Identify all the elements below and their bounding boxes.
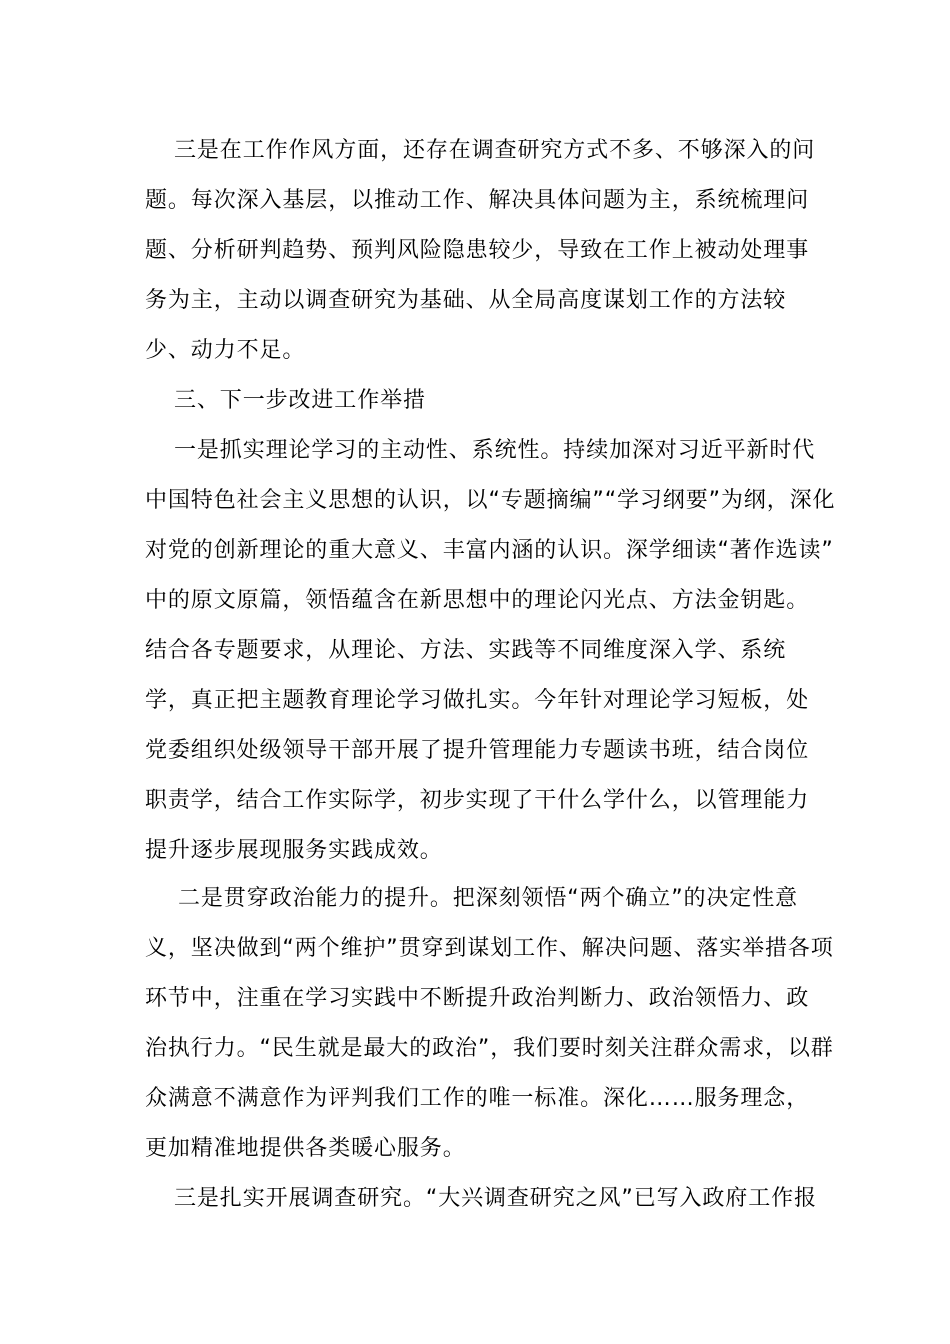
paragraph-line: 众满意不满意作为评判我们工作的唯一标准。深化……服务理念， bbox=[145, 1086, 810, 1111]
section-heading: 三、下一步改进工作举措 bbox=[174, 388, 426, 413]
paragraph-line: 三是扎实开展调查研究。“大兴调查研究之风”已写入政府工作报 bbox=[174, 1186, 817, 1211]
paragraph-line: 提升逐步展现服务实践成效。 bbox=[145, 838, 443, 863]
paragraph-line: 环节中，注重在学习实践中不断提升政治判断力、政治领悟力、政 bbox=[145, 986, 810, 1011]
paragraph-line: 治执行力。“民生就是最大的政治”，我们要时刻关注群众需求，以群 bbox=[145, 1036, 834, 1061]
paragraph-line: 结合各专题要求，从理论、方法、实践等不同维度深入学、系统 bbox=[145, 638, 787, 663]
paragraph-line: 学，真正把主题教育理论学习做扎实。今年针对理论学习短板，处 bbox=[145, 688, 810, 713]
paragraph-line: 一是抓实理论学习的主动性、系统性。持续加深对习近平新时代 bbox=[174, 438, 816, 463]
paragraph-line: 党委组织处级领导干部开展了提升管理能力专题读书班，结合岗位 bbox=[145, 738, 810, 763]
paragraph-line: 三是在工作作风方面，还存在调查研究方式不多、不够深入的问 bbox=[174, 138, 816, 163]
paragraph-line: 务为主，主动以调查研究为基础、从全局高度谋划工作的方法较 bbox=[145, 288, 787, 313]
paragraph-line: 义，坚决做到“两个维护”贯穿到谋划工作、解决问题、落实举措各项 bbox=[145, 936, 834, 961]
paragraph-line: 中国特色社会主义思想的认识，以“专题摘编”“学习纲要”为纲，深化 bbox=[145, 488, 836, 513]
paragraph-line: 二是贯穿政治能力的提升。把深刻领悟“两个确立”的决定性意 bbox=[178, 886, 798, 911]
paragraph-line: 题。每次深入基层，以推动工作、解决具体问题为主，系统梳理问 bbox=[145, 188, 810, 213]
paragraph-line: 职责学，结合工作实际学，初步实现了干什么学什么，以管理能力 bbox=[145, 788, 810, 813]
paragraph-line: 中的原文原篇，领悟蕴含在新思想中的理论闪光点、方法金钥匙。 bbox=[145, 588, 810, 613]
paragraph-line: 题、分析研判趋势、预判风险隐患较少，导致在工作上被动处理事 bbox=[145, 238, 810, 263]
paragraph-line: 少、动力不足。 bbox=[145, 338, 306, 363]
paragraph-line: 对党的创新理论的重大意义、丰富内涵的认识。深学细读“著作选读” bbox=[145, 538, 834, 563]
paragraph-line: 更加精准地提供各类暖心服务。 bbox=[145, 1136, 466, 1161]
